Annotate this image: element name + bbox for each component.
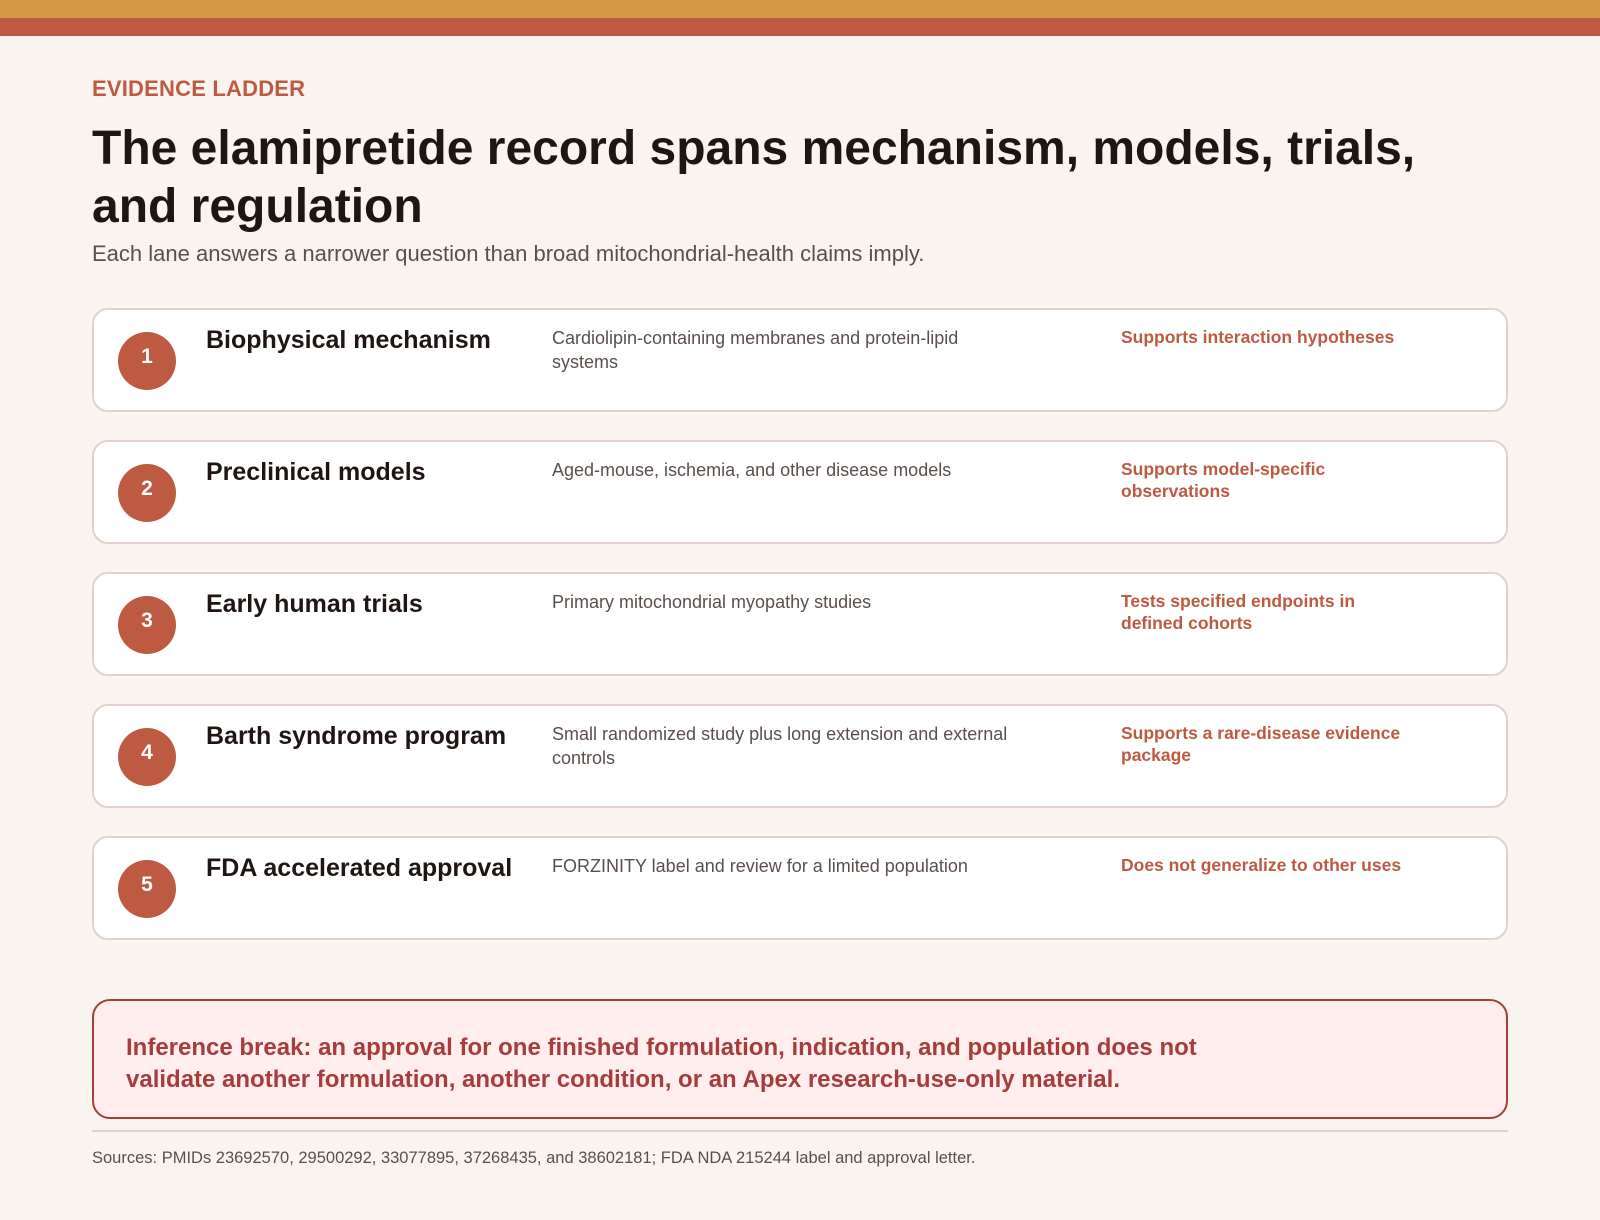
lane-title: Biophysical mechanism — [206, 326, 491, 354]
lane-verdict: Supports interaction hypotheses — [1121, 327, 1395, 347]
lane-verdict: Tests specified endpoints in defined cohorts — [1121, 591, 1356, 633]
lane-description: Primary mitochondrial myopathy studies — [552, 592, 872, 612]
lane-title: FDA accelerated approval — [206, 854, 513, 882]
lane-title: Preclinical models — [206, 458, 426, 486]
page-subtitle: Each lane answers a narrower question than broad mitochondrial-health claims imply. — [92, 241, 925, 266]
lane-verdict: Supports model-specific observations — [1121, 459, 1326, 501]
inference-break-callout — [92, 999, 1508, 1119]
lane-title: Early human trials — [206, 590, 423, 618]
lane-biophysical-mechanism — [92, 308, 1508, 412]
lane-description: Cardiolipin-containing membranes and protein-lipid systems — [552, 328, 959, 372]
lane-verdict: Supports a rare-disease evidence package — [1121, 723, 1401, 765]
lane-description: Aged-mouse, ischemia, and other disease models — [552, 460, 952, 480]
sources-footnote: Sources: PMIDs 23692570, 29500292, 33077895, 37268435, and 38602181; FDA NDA 215244 label and approval letter. — [92, 1149, 976, 1167]
callout-text: Inference break: an approval for one finished formulation, indication, and population does not validate another formulation, another condition, or an Apex research-use-only material. — [126, 1034, 1197, 1093]
lane-fda-accelerated-approval — [92, 836, 1508, 940]
lane-preclinical-models — [92, 440, 1508, 544]
evidence-ladder — [92, 308, 1508, 968]
lane-number-badge: 3 — [118, 596, 176, 654]
top-accent-bar-rust — [0, 18, 1600, 36]
lane-number-badge: 5 — [118, 860, 176, 918]
lane-title: Barth syndrome program — [206, 722, 507, 750]
lane-number-badge: 2 — [118, 464, 176, 522]
lane-number-badge: 1 — [118, 332, 176, 390]
top-accent-bar-gold — [0, 0, 1600, 18]
footer-divider — [92, 1130, 1508, 1132]
lane-number-badge: 4 — [118, 728, 176, 786]
eyebrow-label: EVIDENCE LADDER — [92, 76, 306, 101]
lane-verdict: Does not generalize to other uses — [1121, 855, 1402, 875]
lane-early-human-trials — [92, 572, 1508, 676]
lane-description: Small randomized study plus long extension and external controls — [552, 724, 1008, 768]
page-title: The elamipretide record spans mechanism, models, trials, and regulation — [92, 122, 1416, 233]
lane-barth-syndrome-program — [92, 704, 1508, 808]
lane-description: FORZINITY label and review for a limited population — [552, 856, 968, 876]
